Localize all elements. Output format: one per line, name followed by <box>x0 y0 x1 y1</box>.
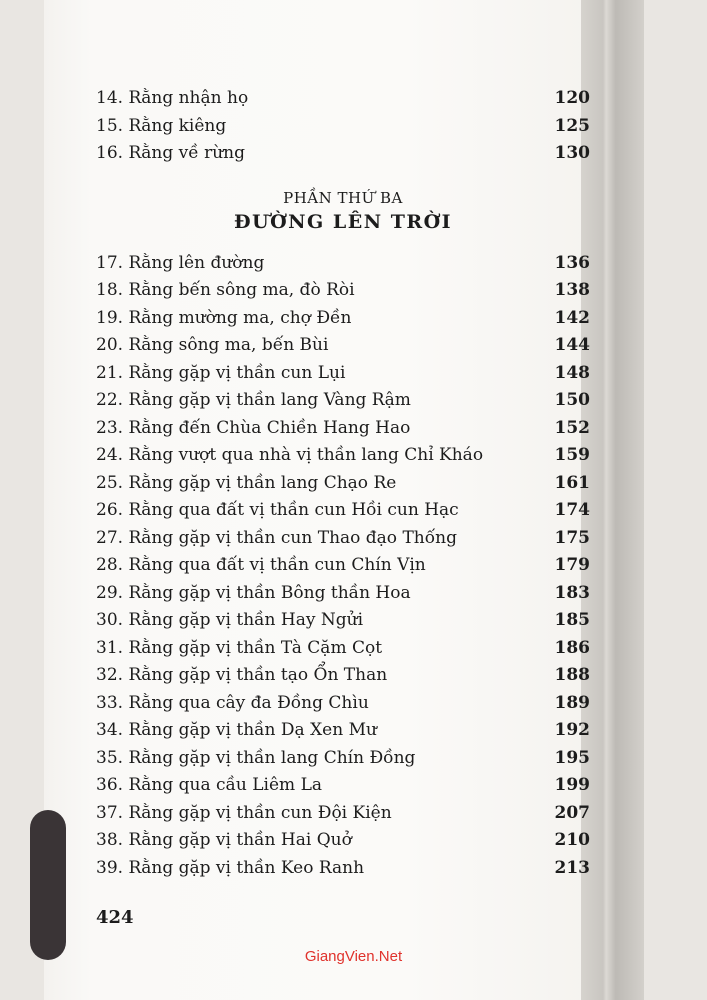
toc-entry-title: 36. Rằng qua cầu Liêm La <box>96 775 323 795</box>
toc-entry-title: 24. Rằng vượt qua nhà vị thần lang Chỉ Kháo <box>96 445 484 465</box>
toc-entry-title: 14. Rằng nhận họ <box>96 88 249 108</box>
toc-entry <box>96 801 590 829</box>
toc-entry-page: 152 <box>554 417 590 438</box>
toc-entry-page: 142 <box>554 307 590 328</box>
toc-entry-title: 20. Rằng sông ma, bến Bùi <box>96 335 329 355</box>
toc-entry-page: 189 <box>554 692 590 713</box>
toc-entry-page: 130 <box>554 143 590 163</box>
toc-entry-page: 179 <box>554 555 590 575</box>
toc-entry <box>96 636 590 664</box>
part-label: PHẦN THỨ BA <box>283 188 403 207</box>
toc-entry-page: 161 <box>554 472 590 493</box>
toc-entry-page: 186 <box>554 637 590 658</box>
toc-entry-title: 37. Rằng gặp vị thần cun Đội Kiện <box>96 802 392 823</box>
toc-entry <box>96 361 590 389</box>
part-title: ĐƯỜNG LÊN TRỜI <box>233 210 453 233</box>
toc-entry-title: 15. Rằng kiêng <box>96 115 227 136</box>
toc-entry <box>96 416 590 444</box>
toc-entry-title: 23. Rằng đến Chùa Chiền Hang Hao <box>96 417 411 438</box>
toc-entry <box>96 251 590 279</box>
thumb <box>30 810 66 960</box>
book-spine <box>581 0 644 1000</box>
toc-entry <box>96 526 590 554</box>
toc-entry <box>96 498 590 526</box>
toc-entry-title: 29. Rằng gặp vị thần Bông thần Hoa <box>96 582 411 603</box>
toc-entry-title: 26. Rằng qua đất vị thần cun Hồi cun Hạc <box>96 500 459 520</box>
toc-entry-title: 27. Rằng gặp vị thần cun Thao đạo Thống <box>96 527 457 548</box>
toc-entry-page: 185 <box>554 610 590 630</box>
toc-entry <box>96 828 590 856</box>
watermark: GiangVien.Net <box>304 948 403 965</box>
toc-entry-page: 213 <box>554 857 590 878</box>
toc-entry-title: 34. Rằng gặp vị thần Dạ Xen Mư <box>96 720 377 740</box>
toc-entry <box>96 663 590 691</box>
toc-entry <box>96 746 590 774</box>
toc-entry-page: 120 <box>554 88 590 108</box>
toc-entry <box>96 471 590 499</box>
toc-entry <box>96 388 590 416</box>
toc-entry-title: 39. Rằng gặp vị thần Keo Ranh <box>96 857 365 878</box>
toc-entry <box>96 114 590 142</box>
toc-entry-title: 25. Rằng gặp vị thần lang Chạo Re <box>96 472 397 493</box>
toc-entry-title: 16. Rằng về rừng <box>96 143 245 163</box>
toc-list-main <box>96 251 590 884</box>
toc-entry <box>96 608 590 636</box>
toc-entry-title: 33. Rằng qua cây đa Đồng Chìu <box>96 692 369 713</box>
toc-entry-title: 22. Rằng gặp vị thần lang Vàng Rậm <box>96 390 411 410</box>
toc-entry <box>96 718 590 746</box>
toc-entry <box>96 333 590 361</box>
toc-entry <box>96 278 590 306</box>
toc-entry <box>96 553 590 581</box>
toc-entry-page: 138 <box>554 280 590 300</box>
table-of-contents <box>96 86 590 883</box>
toc-entry-page: 174 <box>554 500 590 520</box>
toc-entry-page: 159 <box>554 445 590 465</box>
toc-entry-title: 32. Rằng gặp vị thần tạo Ổn Than <box>96 665 388 685</box>
toc-entry-page: 183 <box>554 582 590 603</box>
toc-entry-page: 199 <box>554 775 590 795</box>
toc-entry-page: 136 <box>554 252 590 273</box>
page-number: 424 <box>96 907 134 928</box>
toc-entry-title: 31. Rằng gặp vị thần Tà Cặm Cọt <box>96 637 383 658</box>
toc-entry-page: 210 <box>554 830 590 850</box>
toc-entry <box>96 443 590 471</box>
toc-entry <box>96 86 590 114</box>
toc-entry <box>96 306 590 334</box>
toc-entry <box>96 141 590 169</box>
toc-entry-page: 125 <box>554 115 590 136</box>
toc-entry-title: 17. Rằng lên đường <box>96 252 265 273</box>
toc-entry-page: 188 <box>554 665 590 685</box>
toc-entry-title: 18. Rằng bến sông ma, đò Ròi <box>96 280 355 300</box>
toc-entry-title: 38. Rằng gặp vị thần Hai Quở <box>96 830 352 850</box>
toc-entry-page: 144 <box>554 335 590 355</box>
toc-entry-title: 28. Rằng qua đất vị thần cun Chín Vịn <box>96 555 426 575</box>
toc-entry <box>96 773 590 801</box>
toc-entry-title: 21. Rằng gặp vị thần cun Lụi <box>96 362 346 383</box>
toc-entry <box>96 856 590 884</box>
toc-list-top <box>96 86 590 169</box>
toc-entry <box>96 581 590 609</box>
toc-entry-page: 148 <box>554 362 590 383</box>
toc-entry-page: 207 <box>554 802 590 823</box>
toc-entry-title: 35. Rằng gặp vị thần lang Chín Đồng <box>96 747 416 768</box>
toc-entry-page: 150 <box>554 390 590 410</box>
toc-entry-page: 195 <box>554 747 590 768</box>
toc-entry-title: 19. Rằng mường ma, chợ Đền <box>96 307 352 328</box>
toc-entry-page: 175 <box>554 527 590 548</box>
toc-entry <box>96 691 590 719</box>
toc-entry-title: 30. Rằng gặp vị thần Hay Ngửi <box>96 610 364 630</box>
toc-entry-page: 192 <box>554 720 590 740</box>
